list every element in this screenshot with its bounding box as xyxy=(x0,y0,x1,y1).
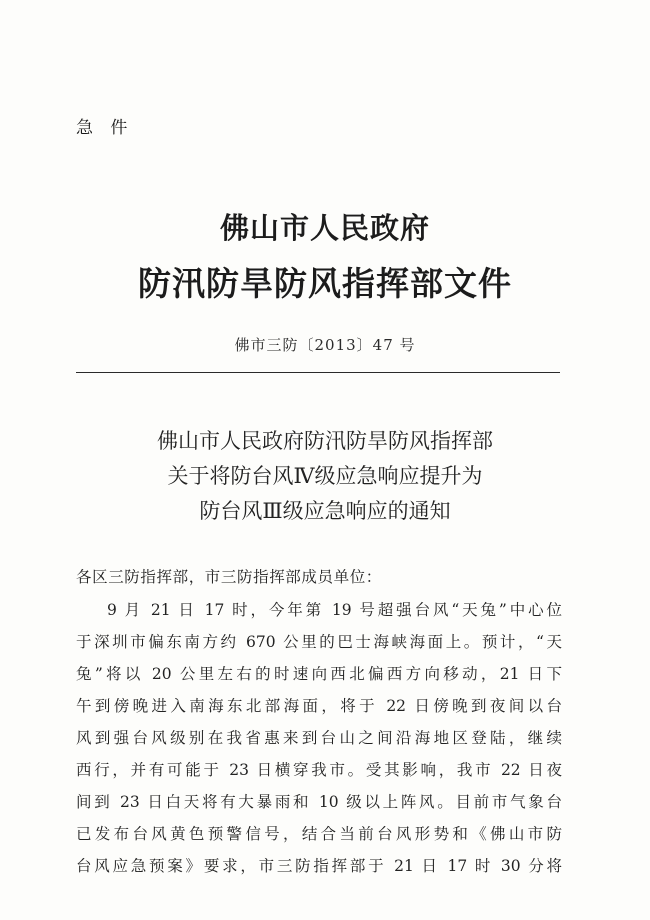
body-line: 兔”将以 20 公里左右的时速向西北偏西方向移动，21 日下 xyxy=(76,665,562,683)
document-number: 佛市三防〔2013〕47 号 xyxy=(234,336,416,354)
issuer-department-heading: 防汛防旱防风指挥部文件 xyxy=(138,264,512,303)
body-line: 间到 23 日白天将有大暴雨和 10 级以上阵风。目前市气象台 xyxy=(76,793,562,811)
body-line: 风到强台风级别在我省惠来到台山之间沿海地区登陆，继续 xyxy=(76,729,562,747)
body-line: 台风应急预案》要求，市三防指挥部于 21 日 17 时 30 分将 xyxy=(76,857,562,875)
notice-title-line-3: 防台风Ⅲ级应急响应的通知 xyxy=(199,499,451,523)
urgency-label: 急 件 xyxy=(76,118,134,138)
issuer-name: 佛山市人民政府 xyxy=(219,211,430,245)
body-line: 9 月 21 日 17 时，今年第 19 号超强台风“天兔”中心位 xyxy=(107,601,562,619)
notice-title-line-1: 佛山市人民政府防汛防旱防风指挥部 xyxy=(157,429,493,453)
notice-title-line-2: 关于将防台风Ⅳ级应急响应提升为 xyxy=(167,464,483,488)
body-text xyxy=(76,594,562,882)
body-line: 于深圳市偏东南方约 670 公里的巴士海峡海面上。预计，“天 xyxy=(76,633,562,651)
body-line: 西行，并有可能于 23 日横穿我市。受其影响，我市 22 日夜 xyxy=(76,761,562,779)
salutation: 各区三防指挥部，市三防指挥部成员单位： xyxy=(76,568,382,586)
body-line: 已发布台风黄色预警信号，结合当前台风形势和《佛山市防 xyxy=(76,825,562,843)
header-divider xyxy=(76,372,560,373)
notice-title xyxy=(0,424,650,529)
body-line: 午到傍晚进入南海东北部海面，将于 22 日傍晚到夜间以台 xyxy=(76,697,562,715)
